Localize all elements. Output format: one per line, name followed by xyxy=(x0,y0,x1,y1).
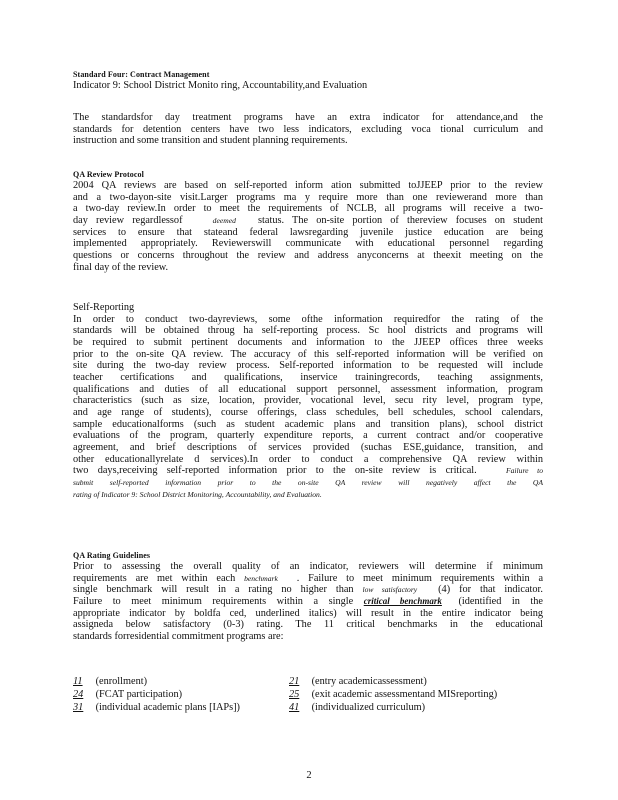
benchmark-number: 41 xyxy=(289,702,300,713)
failure-italic-line: rating of Indicator 9: School District Monitoring, Accountability, and Evaluation. xyxy=(73,489,322,499)
benchmark-text: (FCAT participation) xyxy=(95,689,183,700)
paragraph-line: services to ensure that stateand federal lawsregarding juvenile justice education are being xyxy=(73,226,543,238)
benchmark-text: (exit academic assessmentand MISreporting) xyxy=(311,689,498,700)
paragraph-line-low-satisfactory xyxy=(73,584,543,596)
paragraph-line: teacher certifications and qualifications, inservice trainingrecords, teaching assignments, xyxy=(73,371,543,383)
paragraph-fragment: day review regardlessof xyxy=(73,214,183,226)
benchmark-number: 21 xyxy=(289,676,300,687)
paragraph-line: agreement, and brief descriptions of services provided (suchas ESE,guidance, transition, and xyxy=(73,441,543,453)
paragraph-line: characteristics (such as size, location, provider, vocational level, secu rity level, program type, xyxy=(73,395,543,407)
paragraph-line: final day of the review. xyxy=(73,261,169,273)
paragraph-line-benchmark xyxy=(73,573,543,585)
benchmark-number: 31 xyxy=(73,702,84,713)
benchmark-item xyxy=(289,702,425,714)
self-reporting-heading: Self-Reporting xyxy=(73,302,135,313)
self-reporting-section xyxy=(73,302,543,500)
paragraph-line: appropriate indicator by boldfa ced, underlined italics) will result in the entire indicator being xyxy=(73,607,543,619)
paragraph-line: and a two-dayon-site visit.Larger programs ma y require more than one reviewerand more than xyxy=(73,191,543,203)
paragraph-fragment: . Failure to meet minimum requirements within a xyxy=(296,572,544,584)
paragraph-fragment: two days,receiving self-reported information prior to the on-site review is critical. xyxy=(73,465,477,477)
rating-guidelines-section xyxy=(73,550,543,643)
paragraph-line: prior to the on-site QA review. The accuracy of this self-reported information will be verified on xyxy=(73,348,543,360)
qa-review-heading: QA Review Protocol xyxy=(73,170,144,179)
paragraph-line: Prior to assessing the overall quality of an indicator, reviewers will determine if minimum xyxy=(73,561,543,572)
paragraph-fragment: (4) for that indicator. xyxy=(438,584,543,596)
benchmark-item xyxy=(289,689,497,701)
paragraph-line: questions or concerns throughout the review and address anyconcerns at theexit meeting on the xyxy=(73,249,543,261)
failure-note-italic: Failure to xyxy=(506,466,543,476)
paragraph-fragment: requirements are met within each xyxy=(73,572,236,584)
rating-guidelines-heading: QA Rating Guidelines xyxy=(73,551,151,560)
paragraph-line-critical xyxy=(73,596,543,608)
paragraph-line: and age range of students), course offerings, class schedules, bell schedules, school calendars, xyxy=(73,406,543,418)
intro-line: standards for detention centers have two less indicators, excluding voca tional curriculum and xyxy=(73,123,543,135)
paragraph-line: a two-day review.In order to meet the requirements of NCLB, all programs will receive a two- xyxy=(73,203,543,215)
benchmark-item xyxy=(73,676,147,688)
standard-heading xyxy=(73,69,543,92)
page-number: 2 xyxy=(306,770,312,781)
benchmark-item xyxy=(73,689,182,701)
benchmark-item xyxy=(73,702,240,714)
benchmark-number: 25 xyxy=(289,689,300,700)
paragraph-line: standards will be obtained throug ha self-reporting process. Sc hool districts and programs will xyxy=(73,325,543,337)
paragraph-line: In order to conduct two-dayreviews, some ofthe information requiredfor the rating of the xyxy=(73,313,543,325)
paragraph-line: 2004 QA reviews are based on self-reported inform ation submitted toJJEEP prior to the review xyxy=(73,180,543,191)
critical-benchmark-emphasis: critical benchmark xyxy=(363,595,442,606)
paragraph-fragment: single benchmark will result in a rating no higher than xyxy=(73,584,354,596)
benchmark-item xyxy=(289,676,427,688)
paragraph-line-deemed xyxy=(73,215,543,227)
benchmark-number: 24 xyxy=(73,689,84,700)
paragraph-line: qualifications and duties of all educational support personnel, assessment information, program xyxy=(73,383,543,395)
deemed-italic: deemed xyxy=(212,215,236,225)
intro-paragraph xyxy=(73,112,543,147)
failure-italic-line: submit self-reported information prior to the on-site QA review will negatively affect the QA xyxy=(73,477,543,487)
benchmark-number: 11 xyxy=(73,676,83,687)
paragraph-fragment: (identified in the xyxy=(458,595,543,607)
benchmark-text: (enrollment) xyxy=(95,676,148,687)
benchmark-italic: benchmark xyxy=(244,573,278,583)
paragraph-line: be required to submit pertinent documents and information to the JJEEP offices three weeks xyxy=(73,336,543,348)
paragraph-line: other educationallyrelate d services).In order to conduct a comprehensive QA review within xyxy=(73,453,543,465)
paragraph-fragment: Failure to meet minimum requirements within a single xyxy=(73,595,354,607)
paragraph-line-failure xyxy=(73,465,543,477)
paragraph-line: sample educationalforms (such as student academic plans and transition plans), school district xyxy=(73,418,543,430)
qa-review-section xyxy=(73,169,543,273)
benchmark-text: (individualized curriculum) xyxy=(311,702,426,713)
benchmark-text: (individual academic plans [IAPs]) xyxy=(95,702,240,713)
benchmark-text: (entry academicassessment) xyxy=(311,676,427,687)
low-satisfactory-italic: low satisfactory xyxy=(362,585,418,595)
paragraph-line: assigneda below satisfactory (0-3) rating. The 11 critical benchmarks in the educational xyxy=(73,619,543,631)
standard-label: Standard Four: Contract Management xyxy=(73,70,210,79)
paragraph-line: evaluations of the program, quarterly expenditure reports, a current contract and/or cooperative xyxy=(73,430,543,442)
paragraph-line: site during the two-day review process. Self-reported information to be requested will include xyxy=(73,360,543,372)
intro-line: The standardsfor day treatment programs have an extra indicator for attendance,and the xyxy=(73,112,543,123)
paragraph-fragment: status. The on-site portion of thereview focuses on student xyxy=(258,214,543,226)
paragraph-line: implemented appropriately. Reviewerswill communicate with educational personnel regarding xyxy=(73,238,543,250)
indicator-title: Indicator 9: School District Monito ring, Accountability,and Evaluation xyxy=(73,80,368,91)
paragraph-line: standards forresidential commitment programs are: xyxy=(73,630,284,642)
intro-line: instruction and some transition and student planning requirements. xyxy=(73,135,348,147)
